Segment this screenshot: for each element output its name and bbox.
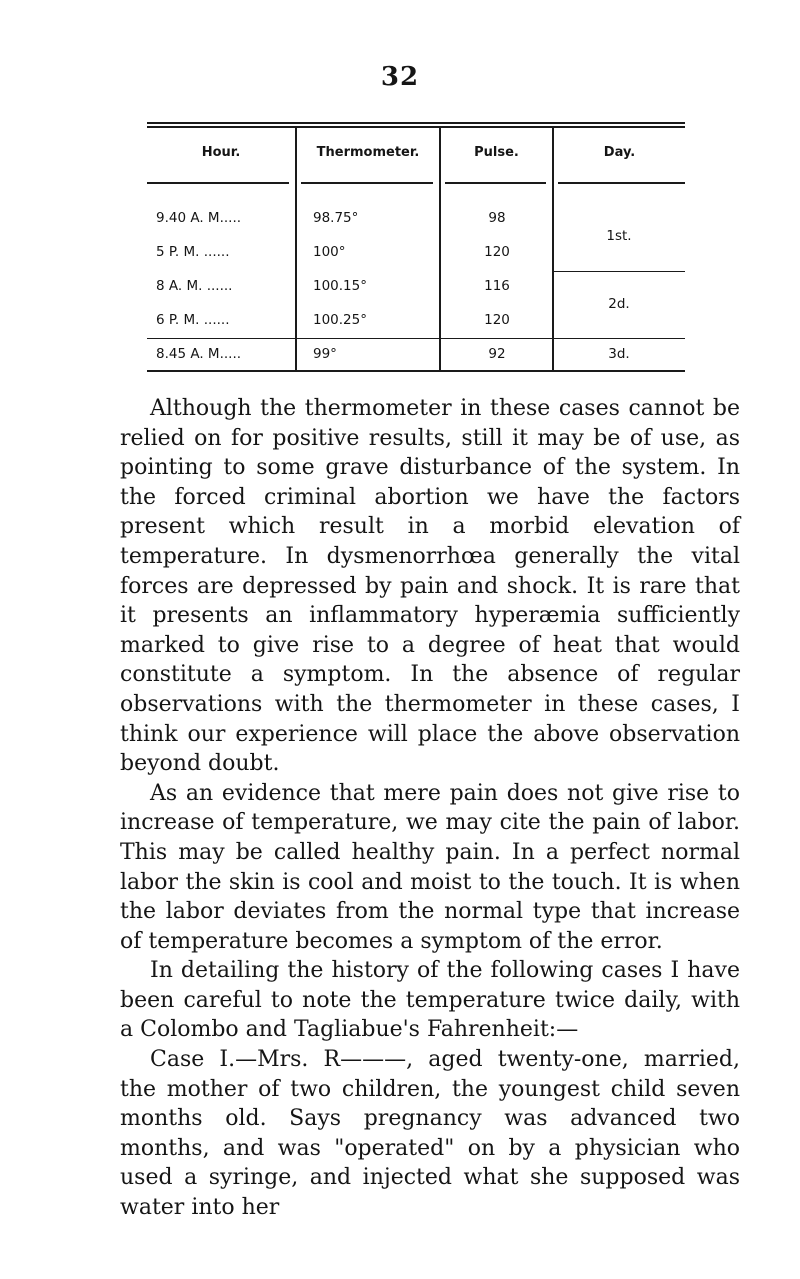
- day-group-rule: [554, 271, 685, 272]
- day-label: 1st.: [606, 228, 632, 244]
- header-thermometer: Thermometer.: [316, 145, 420, 160]
- paragraph: Although the thermometer in these cases cannot be relied on for positive results, still it may be of use, as pointing to some grave disturbance of the system. In the forced criminal abortion we have the factors present which result in a morbid elevation of temperature. In dysmenorrhœa generally the vital forces are depressed by pain and shock. It is rare that it presents an inflammatory hyperæmia sufficiently marked to give rise to a degree of heat that would constitute a symptom. In the absence of regular observations with the thermometer in these cases, I think our experience will place the above observation beyond doubt.: [120, 396, 740, 777]
- table-bottom-rule: [147, 370, 685, 372]
- header-pulse: Pulse.: [474, 145, 519, 160]
- row-thermometer: 100.25°: [313, 312, 367, 328]
- row-thermometer: 99°: [313, 346, 337, 362]
- row-pulse: 120: [484, 244, 510, 260]
- row-pulse: 98: [488, 210, 506, 226]
- header-day: Day.: [603, 145, 636, 160]
- paragraph: Case I.—Mrs. R———, aged twenty-one, married, the mother of two children, the youngest child seven months old. Says pregnancy was advanced two months, and was "operated" on by a physician who used a syringe, and injected what she supposed was water into her: [120, 1047, 740, 1221]
- day-label: 3d.: [608, 346, 630, 362]
- row-rule: [147, 338, 685, 339]
- row-hour: 9.40 A. M.....: [156, 210, 242, 226]
- header-rule: [147, 182, 289, 184]
- body-text: [120, 394, 740, 1223]
- row-hour: 5 P. M. ......: [156, 244, 230, 260]
- table-top-rule: [147, 122, 685, 124]
- row-pulse: 92: [488, 346, 506, 362]
- column-separator: [295, 128, 297, 372]
- paragraph: In detailing the history of the following cases I have been careful to note the temperature twice daily, with a Colombo and Tagliabue's Fahrenheit:—: [120, 958, 740, 1043]
- header-hour: Hour.: [201, 145, 241, 160]
- row-thermometer: 100°: [313, 244, 346, 260]
- table-top-rule-2: [147, 126, 685, 128]
- day-label: 2d.: [608, 296, 630, 312]
- row-thermometer: 100.15°: [313, 278, 367, 294]
- row-hour: 8 A. M. ......: [156, 278, 233, 294]
- header-rule: [558, 182, 685, 184]
- row-pulse: 120: [484, 312, 510, 328]
- temperature-table: [147, 122, 685, 372]
- row-hour: 6 P. M. ......: [156, 312, 230, 328]
- page-number: 32: [380, 62, 420, 92]
- row-thermometer: 98.75°: [313, 210, 359, 226]
- header-rule: [301, 182, 433, 184]
- row-hour: 8.45 A. M.....: [156, 346, 242, 362]
- paragraph: As an evidence that mere pain does not give rise to increase of temperature, we may cite the pain of labor. This may be called healthy pain. In a perfect normal labor the skin is cool and moist to the touch. It is when the labor deviates from the normal type that increase of temperature becomes a symptom of the error.: [120, 780, 740, 954]
- header-rule: [445, 182, 546, 184]
- row-pulse: 116: [484, 278, 510, 294]
